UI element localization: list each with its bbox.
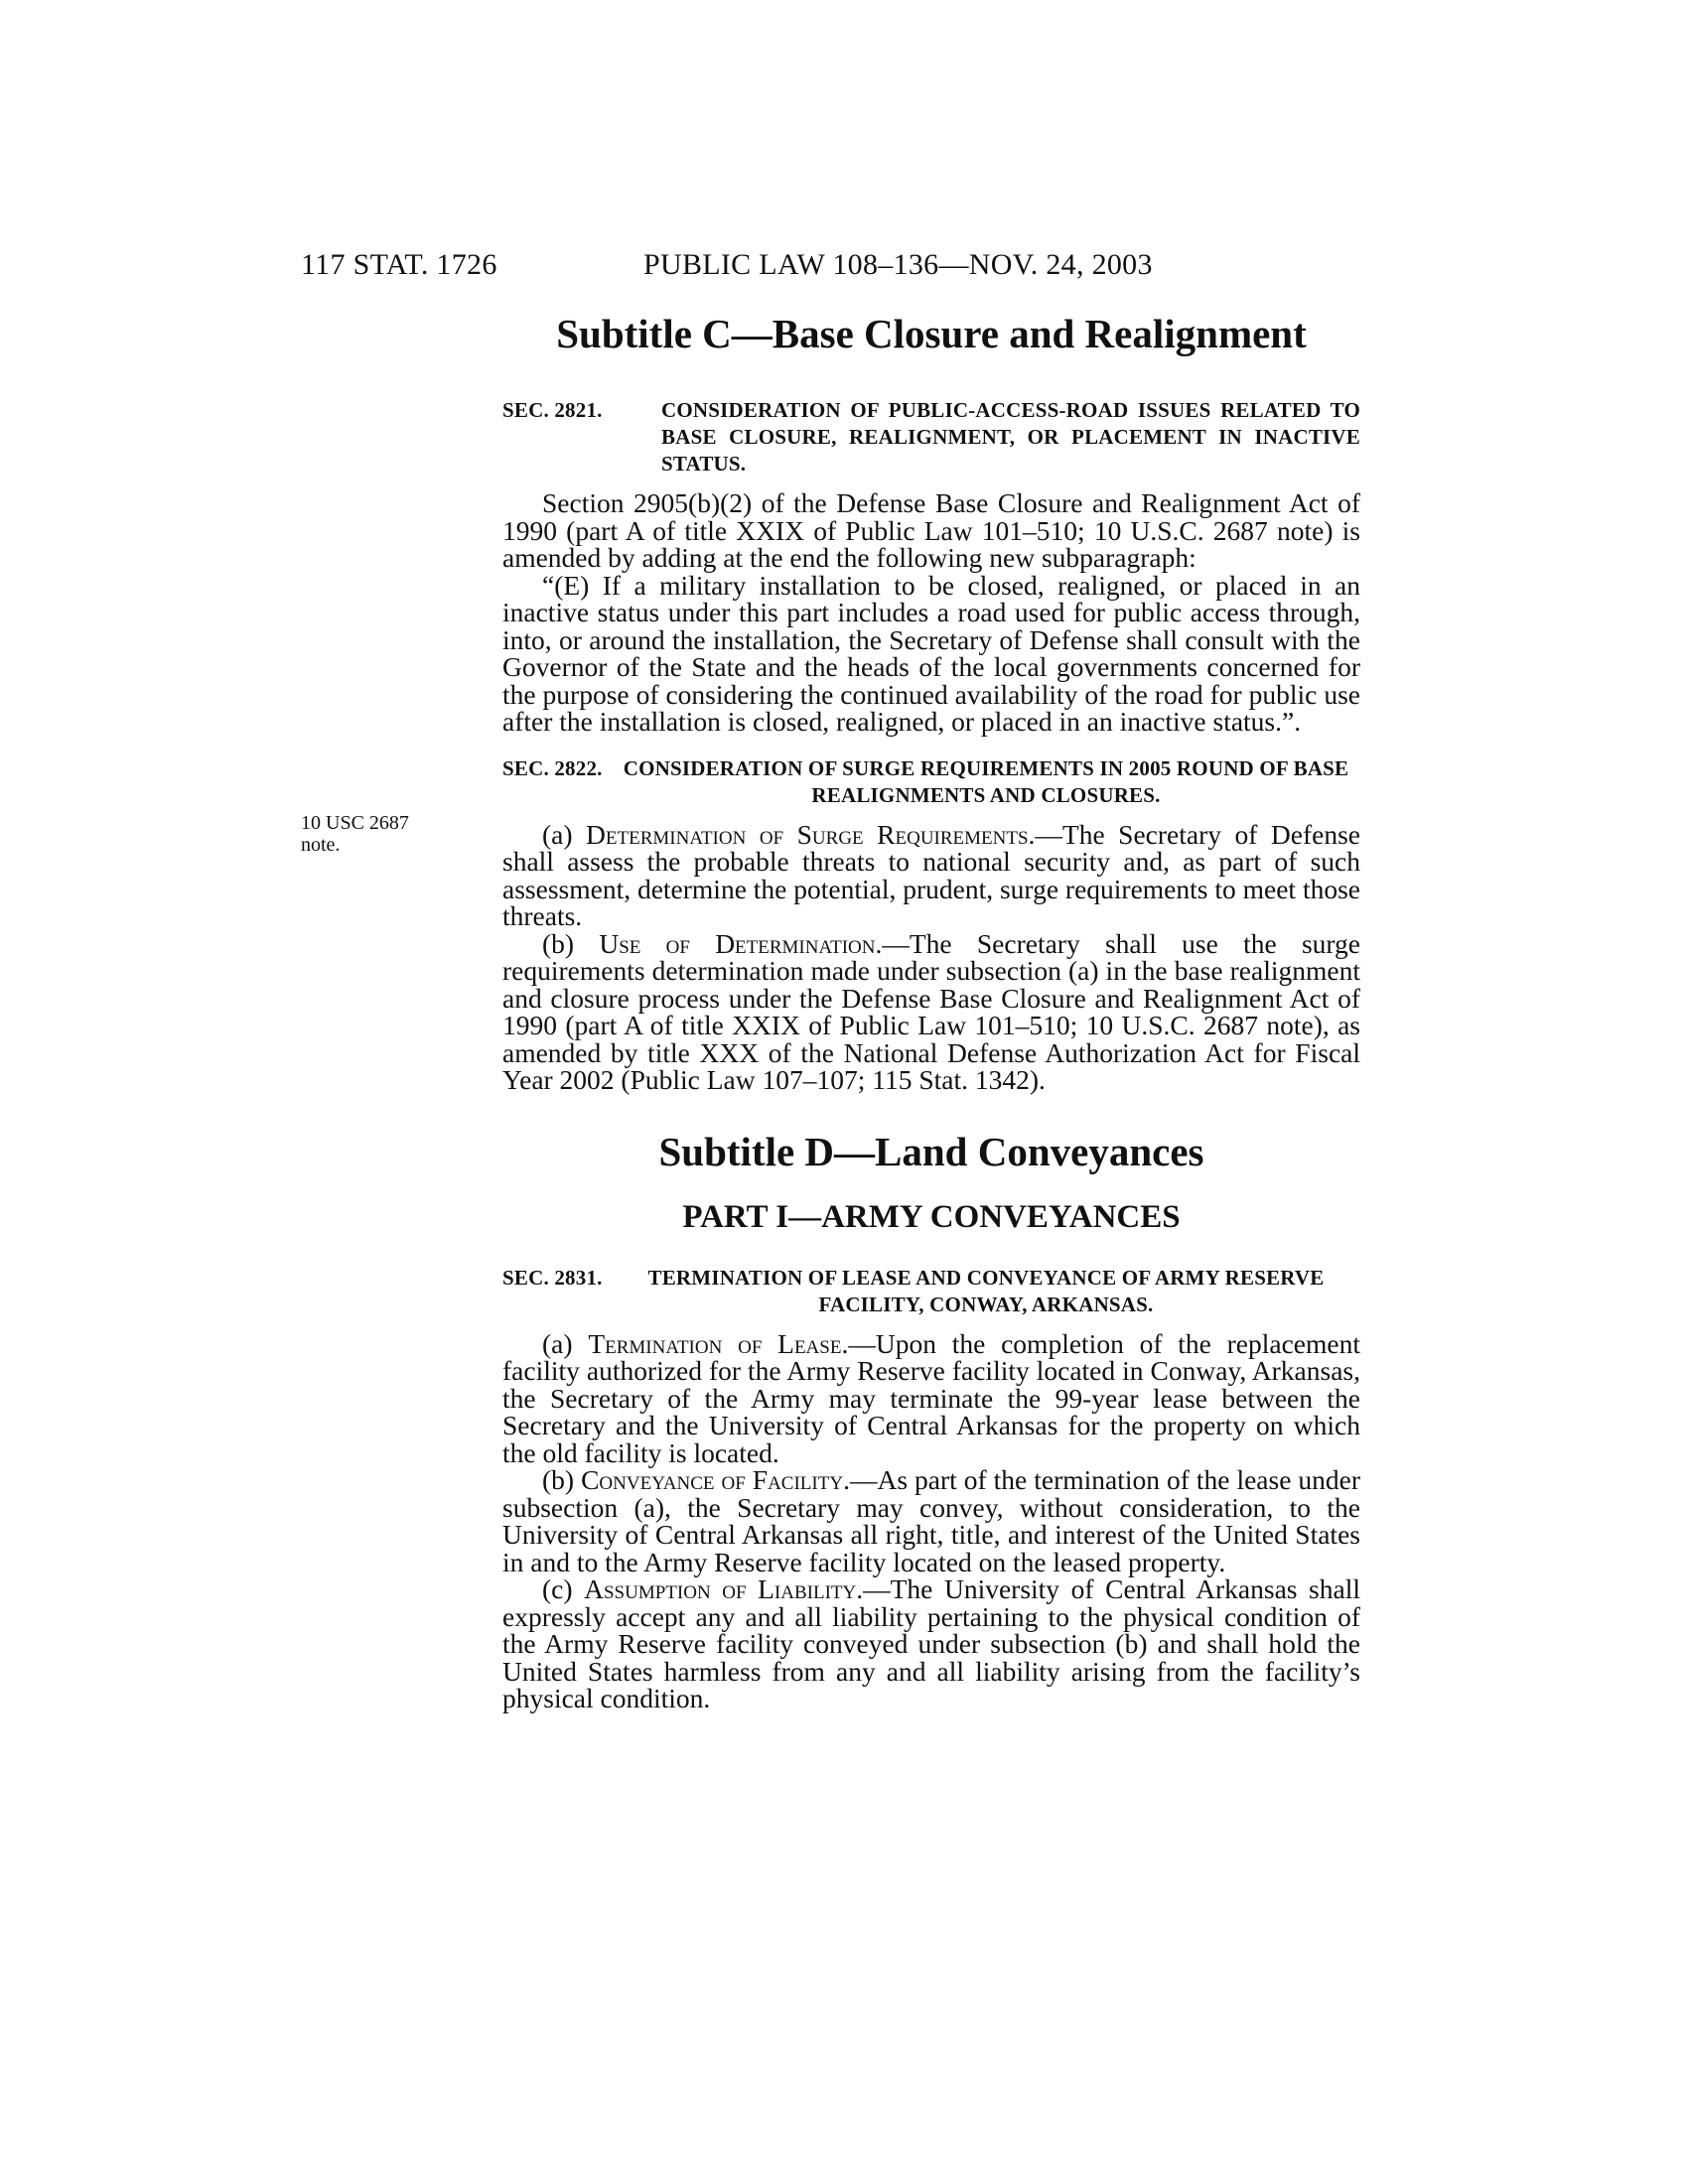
subsection-text: —The Secretary of Defense shall assess the probable threats to national security and, as part of such assessment, determine the potential, prudent, surge requirements to meet those threats. <box>502 818 1361 931</box>
sec-2822-subsection-a <box>502 818 1361 931</box>
sec-2821-subparagraph-e: “(E) If a military installation to be closed, realigned, or placed in an inactive status under this part includes a road used for public access through, into, or around the installation, the Secretary of Defense shall consult with the Governor of the State and the heads of the local governments concerned for the purpose of considering the continued availability of the road for public use after the installation is closed, realigned, or placed in an inactive status.”. <box>502 569 1360 737</box>
subsection-label: (c) <box>542 1573 573 1604</box>
sec-2821-number: SEC. 2821. <box>502 398 603 422</box>
sec-2831-number: SEC. 2831. <box>502 1265 603 1290</box>
sec-2831-subsection-c <box>502 1575 1360 1712</box>
sec-2821-title: CONSIDERATION OF PUBLIC-ACCESS-ROAD ISSUES RELATED TO BASE CLOSURE, REALIGNMENT, OR PLACEMENT IN INACTIVE STATUS. <box>661 398 1360 476</box>
subsection-text: —The Secretary shall use the surge requirements determination made under subsection (a) in the base realignment and closure process under the Defense Base Closure and Realignment Act of 1990 (part A of title XXIX of Public Law 101–510; 10 U.S.C. 2687 note), as amended by title XXX of the National Defense Authorization Act for Fiscal Year 2002 (Public Law 107–107; 115 Stat. 1342). <box>502 927 1361 1095</box>
subsection-heading: Termination of Lease. <box>588 1327 849 1359</box>
subsection-label: (b) <box>542 927 575 959</box>
sec-2821-paragraph: Section 2905(b)(2) of the Defense Base Closure and Realignment Act of 1990 (part A of title XXIX of Public Law 101–510; 10 U.S.C. 2687 note) is amended by adding at the end the following new subparagraph: <box>502 487 1360 573</box>
sec-2822-heading <box>502 755 1360 809</box>
sec-2822-number: SEC. 2822. <box>502 755 603 780</box>
sec-2822-title: CONSIDERATION OF SURGE REQUIREMENTS IN 2005 ROUND OF BASE REALIGNMENTS AND CLOSURES. <box>623 755 1349 807</box>
sec-2831-subsection-b <box>502 1466 1360 1575</box>
subtitle-d-heading: Subtitle D—Land Conveyances <box>658 1128 1204 1174</box>
sec-2821-heading <box>502 397 1360 478</box>
margin-note-line-1: 10 USC 2687 <box>301 812 409 834</box>
subsection-label: (b) <box>542 1464 575 1495</box>
subsection-text: —The University of Central Arkansas shall expressly accept any and all liability pertaining to the physical condition of the Army Reserve facility conveyed under subsection (b) and shall hold the United States harmless from any and all liability arising from the facility’s physical condition. <box>502 1573 1360 1713</box>
sec-2831-subsection-a <box>502 1327 1361 1468</box>
sec-2831-heading <box>502 1265 1360 1318</box>
sec-2831-title: TERMINATION OF LEASE AND CONVEYANCE OF ARMY RESERVE FACILITY, CONWAY, ARKANSAS. <box>647 1265 1325 1316</box>
subsection-heading: Determination of Surge Requirements. <box>586 818 1036 850</box>
document-body <box>502 310 1360 1712</box>
subsection-heading: Conveyance of Facility. <box>581 1464 850 1495</box>
subsection-label: (a) <box>542 818 573 850</box>
subsection-heading: Use of Determination. <box>599 927 883 959</box>
subsection-text: —Upon the completion of the replacement facility authorized for the Army Reserve facility located in Conway, Arkansas, the Secretary of the Army may terminate the 99-year lease between the Secretary and the University of Central Arkansas for the property on which the old facility is located. <box>502 1327 1361 1468</box>
running-header: PUBLIC LAW 108–136—NOV. 24, 2003 <box>643 248 1153 281</box>
subsection-text: —As part of the termination of the lease under subsection (a), the Secretary may convey, without consideration, to the University of Central Arkansas all right, title, and interest of the United States in and to the Army Reserve facility located on the leased property. <box>502 1464 1361 1577</box>
subtitle-c-heading: Subtitle C—Base Closure and Realignment <box>556 311 1307 356</box>
subsection-heading: Assumption of Liability. <box>584 1573 864 1604</box>
stat-citation: 117 STAT. 1726 <box>301 248 497 281</box>
margin-note-line-2: note. <box>301 834 341 856</box>
part-i-heading: PART I—ARMY CONVEYANCES <box>682 1198 1181 1235</box>
margin-note <box>301 812 460 856</box>
subsection-label: (a) <box>542 1327 573 1359</box>
sec-2822-subsection-b <box>502 927 1361 1095</box>
